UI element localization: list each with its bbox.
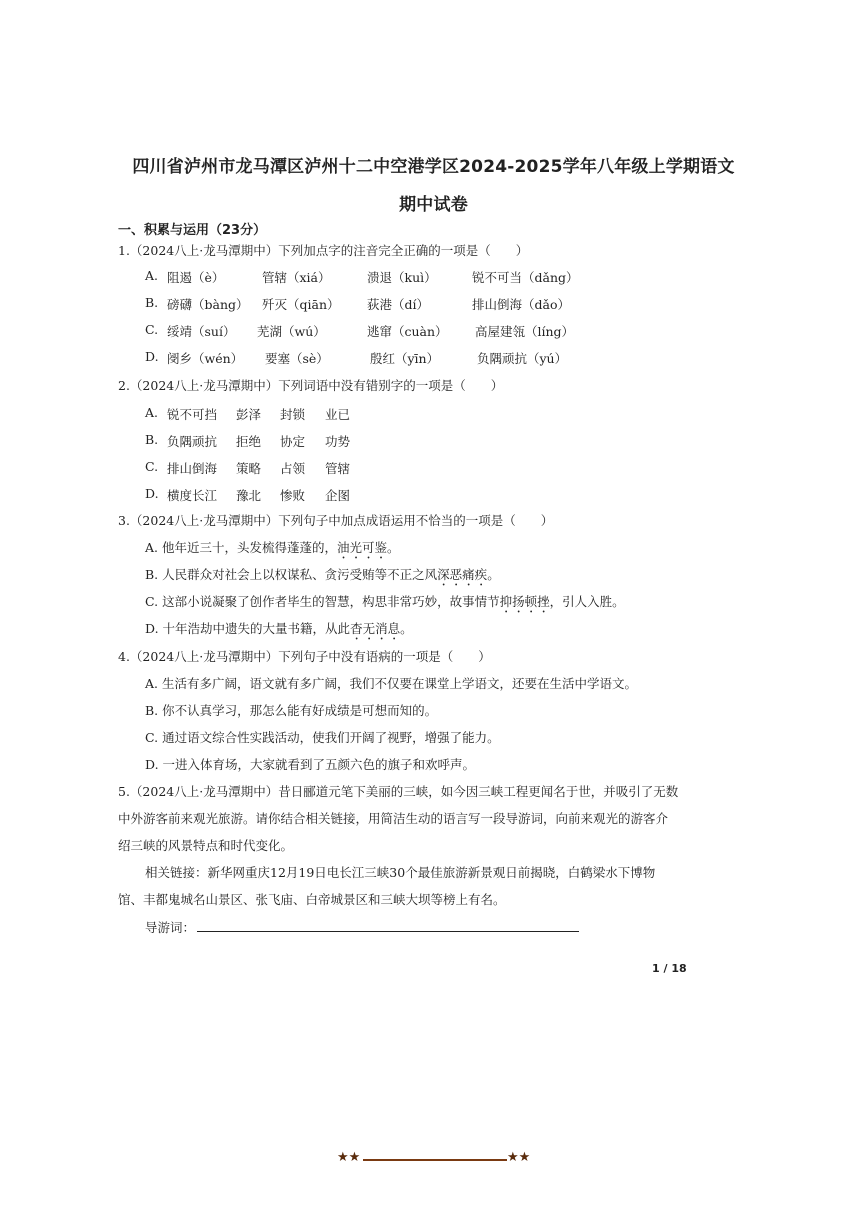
related-link-line-2: 馆、丰都鬼城名山景区、张飞庙、白帝城景区和三峡大坝等榜上有名。	[118, 892, 506, 907]
option-label: C.	[145, 459, 159, 474]
question-5-line-3: 绍三峡的风景特点和时代变化。	[118, 838, 294, 853]
option-text-end: 。	[487, 567, 500, 582]
option-text: 十年浩劫中遗失的大量书籍，从此	[162, 621, 351, 636]
option-text-end: ，引人入胜。	[549, 594, 625, 609]
option-text: 人民群众对社会上以权谋私、贪污受贿等不正之风	[162, 567, 438, 582]
option-item: 排山倒海（dǎo）	[472, 297, 570, 312]
option-item: 横度长江	[167, 488, 218, 503]
question-3-option-c	[145, 594, 625, 616]
option-item: 策略	[236, 461, 262, 476]
dotted-idiom: 油光可鉴	[337, 540, 388, 555]
answer-blank[interactable]	[197, 919, 579, 932]
option-text-end: 。	[400, 621, 413, 636]
option-label: A.	[145, 268, 159, 283]
option-item: 管辖（xiá）	[262, 270, 331, 285]
option-label: B.	[145, 295, 159, 310]
option-item: 豫北	[236, 488, 262, 503]
option-text: 你不认真学习，那怎么能有好成绩是可想而知的。	[162, 703, 438, 718]
question-4-option-b	[145, 703, 437, 719]
option-item: 逃窜（cuàn）	[367, 324, 448, 339]
option-item: 管辖	[325, 461, 351, 476]
option-label: C.	[145, 322, 159, 337]
option-item: 要塞（sè）	[265, 351, 329, 366]
answer-label: 导游词：	[145, 920, 196, 935]
option-item: 功势	[325, 434, 351, 449]
page-title: 四川省泸州市龙马潭区泸州十二中空港学区2024-2025学年八年级上学期语文	[132, 157, 735, 177]
question-4-option-a	[145, 676, 637, 692]
question-5-line-1: 5.（2024八上·龙马潭期中）昔日郦道元笔下美丽的三峡，如今因三峡工程更闻名于世，并吸引了无数	[118, 784, 679, 799]
question-4-option-c	[145, 730, 500, 746]
option-item: 占领	[280, 461, 306, 476]
option-item: 惨败	[280, 488, 306, 503]
option-label: C.	[145, 594, 159, 609]
option-label: B.	[145, 703, 159, 718]
option-label: A.	[145, 540, 159, 555]
option-label: D.	[145, 486, 159, 501]
option-item: 芜湖（wú）	[257, 324, 326, 339]
option-item: 负隅顽抗（yú）	[477, 351, 568, 366]
dotted-idiom: 杳无消息	[350, 621, 401, 636]
option-item: 荻港（dí）	[367, 297, 429, 312]
option-label: D.	[145, 349, 159, 364]
option-item: 企图	[325, 488, 351, 503]
question-4-option-d	[145, 757, 475, 773]
option-item: 排山倒海	[167, 461, 218, 476]
option-item: 彭泽	[236, 407, 262, 422]
option-item: 协定	[280, 434, 306, 449]
star-icon: ★★	[337, 1150, 361, 1165]
answer-line	[145, 919, 579, 936]
option-label: B.	[145, 432, 159, 447]
option-text: 生活有多广阔，语文就有多广阔，我们不仅要在课堂上学语文，还要在生活中学语文。	[162, 676, 638, 691]
option-item: 阻遏（è）	[167, 270, 225, 285]
section-heading: 一、积累与运用（23分）	[118, 223, 267, 238]
related-link-line-1: 相关链接：新华网重庆12月19日电长江三峡30个最佳旅游新景观日前揭晓，白鹤梁水下博物	[145, 865, 656, 880]
option-item: 磅礴（bàng）	[167, 297, 249, 312]
question-4-stem: 4.（2024八上·龙马潭期中）下列句子中没有语病的一项是（ ）	[118, 649, 491, 664]
option-item: 溃退（kuì）	[367, 270, 437, 285]
option-label: A.	[145, 405, 159, 420]
option-text: 一进入体育场，大家就看到了五颜六色的旗子和欢呼声。	[162, 757, 476, 772]
question-5-line-2: 中外游客前来观光旅游。请你结合相关链接，用简洁生动的语言写一段导游词，向前来观光的游客介	[118, 811, 669, 826]
footer-ornament	[337, 1152, 533, 1168]
page-number: 1 / 18	[652, 962, 687, 975]
option-item: 业已	[325, 407, 351, 422]
option-item: 殷红（yīn）	[370, 351, 440, 366]
question-2-stem: 2.（2024八上·龙马潭期中）下列词语中没有错别字的一项是（ ）	[118, 378, 504, 393]
dotted-idiom: 抑扬顿挫	[499, 594, 550, 609]
option-item: 拒绝	[236, 434, 262, 449]
option-text: 通过语文综合性实践活动，使我们开阔了视野，增强了能力。	[162, 730, 500, 745]
option-item: 锐不可挡	[167, 407, 218, 422]
option-label: D.	[145, 757, 159, 772]
footer-rule	[363, 1159, 507, 1161]
question-3-option-d	[145, 621, 413, 643]
option-label: D.	[145, 621, 159, 636]
star-icon: ★★	[507, 1150, 531, 1165]
option-item: 高屋建瓴（líng）	[475, 324, 575, 339]
question-3-option-b	[145, 567, 500, 589]
dotted-idiom: 深恶痛疾	[437, 567, 488, 582]
option-text: 这部小说凝聚了创作者毕生的智慧，构思非常巧妙，故事情节	[162, 594, 500, 609]
option-item: 歼灭（qiān）	[262, 297, 340, 312]
page-title-line-2: 期中试卷	[399, 195, 468, 215]
option-item: 绥靖（suí）	[167, 324, 236, 339]
option-item: 负隅顽抗	[167, 434, 218, 449]
option-item: 阌乡（wén）	[167, 351, 244, 366]
option-text: 他年近三十，头发梳得蓬蓬的，	[162, 540, 338, 555]
option-label: A.	[145, 676, 159, 691]
question-3-option-a	[145, 540, 400, 562]
question-1-stem: 1.（2024八上·龙马潭期中）下列加点字的注音完全正确的一项是（ ）	[118, 243, 529, 258]
option-label: B.	[145, 567, 159, 582]
question-3-stem: 3.（2024八上·龙马潭期中）下列句子中加点成语运用不恰当的一项是（ ）	[118, 513, 554, 528]
option-text-end: 。	[387, 540, 400, 555]
option-label: C.	[145, 730, 159, 745]
option-item: 锐不可当（dǎng）	[472, 270, 579, 285]
option-item: 封锁	[280, 407, 306, 422]
